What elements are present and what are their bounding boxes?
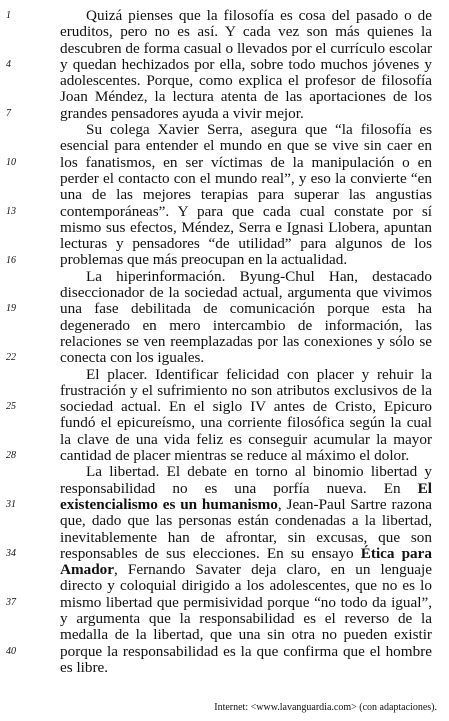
source-citation: Internet: <www.lavanguardia.com> (con adaptaciones). xyxy=(214,702,437,713)
text-run: , Fernando Savater deja claro, en un lenguaje directo y coloquial dirigido a los adolescentes, que no es lo mismo libertad que permisividad porque “no todo da igual”, y argumenta que la responsabilidad es el reverso de la medalla de la libertad, que una sin otra no pueden existir porque la responsabilidad es la que confirma que el hombre es libre. xyxy=(60,561,432,676)
line-number: 10 xyxy=(6,156,16,168)
line-number: 13 xyxy=(6,205,16,217)
line-number: 1 xyxy=(6,10,11,21)
text-run: , Jean-Paul Sartre razona que, dado que las personas están condenadas a la libertad, inevitablemente han de afrontar, sin excusas, que son responsables de sus elecciones. En su ensayo xyxy=(60,495,432,562)
line-number: 28 xyxy=(6,450,16,462)
line-number: 40 xyxy=(6,645,16,657)
text-run: La hiperinformación. Byung-Chul Han, destacado diseccionador de la sociedad actual, argumenta que vivimos una fase debilitada de comunicación porque esta ha degenerado en mero intercambio de información, las relaciones se ven reemplazadas por las conexiones y sólo se conecta con los iguales. xyxy=(60,267,432,367)
paragraph xyxy=(60,122,432,269)
line-number: 25 xyxy=(6,401,16,413)
paragraph xyxy=(60,269,432,367)
line-number: 34 xyxy=(6,547,16,559)
article-text xyxy=(60,8,432,676)
book-title: Ética para Amador xyxy=(60,544,432,579)
line-number: 22 xyxy=(6,352,16,364)
line-number: 7 xyxy=(6,107,11,119)
text-run: La libertad. El debate en torno al binomio libertad y responsabilidad no es una porfía nueva. En xyxy=(60,463,432,497)
text-run: Su colega Xavier Serra, asegura que “la filosofía es esencial para entender el mundo en que se vive sin caer en los fanatismos, en ser víctimas de la manipulación o en perder el contacto con el mundo real”, y eso la convierte “en una de las mejores terapias para superar las angustias contemporáneas”. Y para que cada cual constate por sí mismo sus efectos, Méndez, Serra e Ignasi Llobera, apuntan lecturas y pensadores “de utilidad” para algunos de los problemas que más preocupan en la actualidad. xyxy=(60,121,432,269)
book-title: El existencialismo es un humanismo xyxy=(60,479,432,513)
line-number: 19 xyxy=(6,303,16,315)
paragraph xyxy=(60,8,432,122)
paragraph xyxy=(60,464,432,676)
line-number: 37 xyxy=(6,596,16,608)
text-run: Quizá pienses que la filosofía es cosa del pasado o de eruditos, pero no es así. Y cada vez son más quienes la descubren de forma casual o llevados por el currículo escolar y quedan hechizados por ella, sobre todo muchos jóvenes y adolescentes. Porque, como explica el profesor de filosofía Joan Méndez, la lectura atenta de las aportaciones de los grandes pensadores ayuda a vivir mejor. xyxy=(60,7,432,122)
line-number: 31 xyxy=(6,499,16,510)
line-number: 16 xyxy=(6,254,16,266)
line-number: 4 xyxy=(6,58,11,70)
paragraph xyxy=(60,367,432,465)
text-run: El placer. Identificar felicidad con placer y rehuir la frustración y el sufrimiento no son atributos exclusivos de la sociedad actual. En el siglo IV antes de Cristo, Epicuro fundó el epicureísmo, una corriente filosófica según la cual la clave de una vida feliz es conseguir acumular la mayor cantidad de placer mientras se reduce al máximo el dolor. xyxy=(60,365,432,465)
